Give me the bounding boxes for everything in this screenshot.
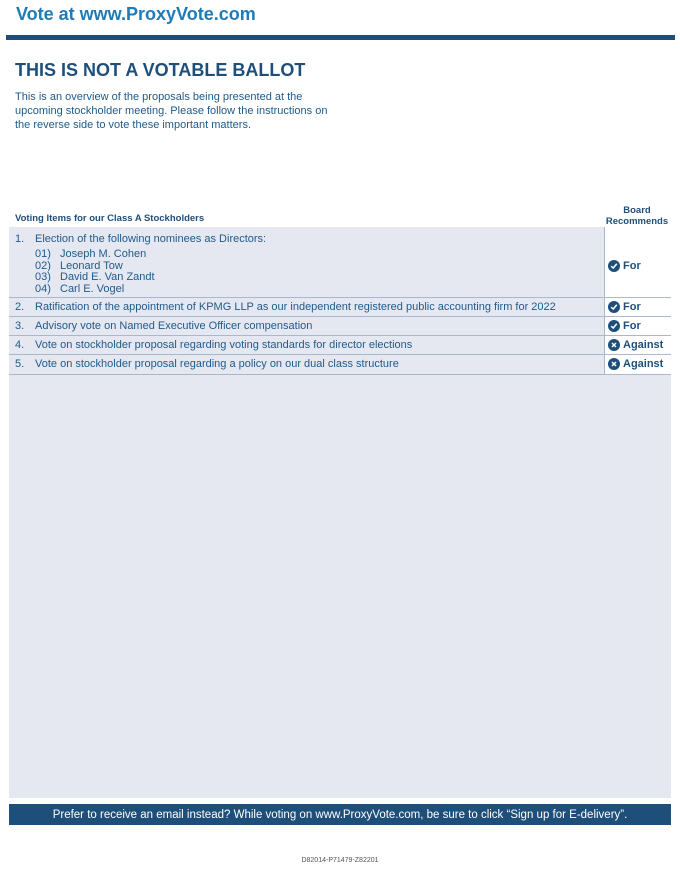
item-number: 4. [15,339,25,351]
item-number: 5. [15,358,25,370]
voting-item-1 [9,227,671,298]
item-number: 2. [15,301,25,313]
voting-item-5 [9,355,671,375]
recommendation-badge: Against [608,339,663,351]
item-text: Vote on stockholder proposal regarding a policy on our dual class structure [35,358,399,370]
check-circle-icon [608,320,620,332]
header-rule [6,35,675,40]
recommendation-badge: Against [608,358,663,370]
x-circle-icon [608,358,620,370]
voting-item-4 [9,336,671,355]
voting-item-3 [9,317,671,336]
proxyvote-header-title: Vote at www.ProxyVote.com [16,4,256,24]
nominee: 02) Leonard Tow [35,259,123,272]
nominee: 03) David E. Van Zandt [35,271,155,283]
item-text: Advisory vote on Named Executive Officer compensation [35,320,313,332]
nominee: 04) Carl E. Vogel [35,282,125,295]
item-text: Ratification of the appointment of KPMG LLP as our independent registered public accounting firm for 2022 [35,301,556,313]
e-delivery-banner: Prefer to receive an email instead? While voting on www.ProxyVote.com, be sure to click “Sign up for E-delivery”. [9,804,671,825]
document-code: D82014-P71479-Z82201 [301,857,379,864]
check-circle-icon [608,301,620,313]
voting-item-2 [9,298,671,317]
page-title: THIS IS NOT A VOTABLE BALLOT [15,60,306,80]
nominee-list [35,249,155,295]
item-text: Election of the following nominees as Directors: [35,233,267,245]
board-header-line2: Recommends [605,216,669,227]
board-header-line1: Board [623,205,651,216]
recommendation-badge: For [608,260,641,272]
recommendation-badge: For [608,301,641,313]
board-recommends-header [603,205,671,227]
nominee: 01) Joseph M. Cohen [35,248,147,260]
voting-items-label: Voting Items for our Class A Stockholders [15,213,205,224]
recommendation-badge: For [608,320,641,332]
check-circle-icon [608,260,620,272]
intro-text: This is an overview of the proposals being presented at the upcoming stockholder meeting. Please follow the instructions on the reverse side to vote these important matters. [15,91,328,131]
item-number: 1. [15,233,25,245]
item-text: Vote on stockholder proposal regarding voting standards for director elections [35,339,413,351]
x-circle-icon [608,339,620,351]
item-number: 3. [15,320,25,332]
